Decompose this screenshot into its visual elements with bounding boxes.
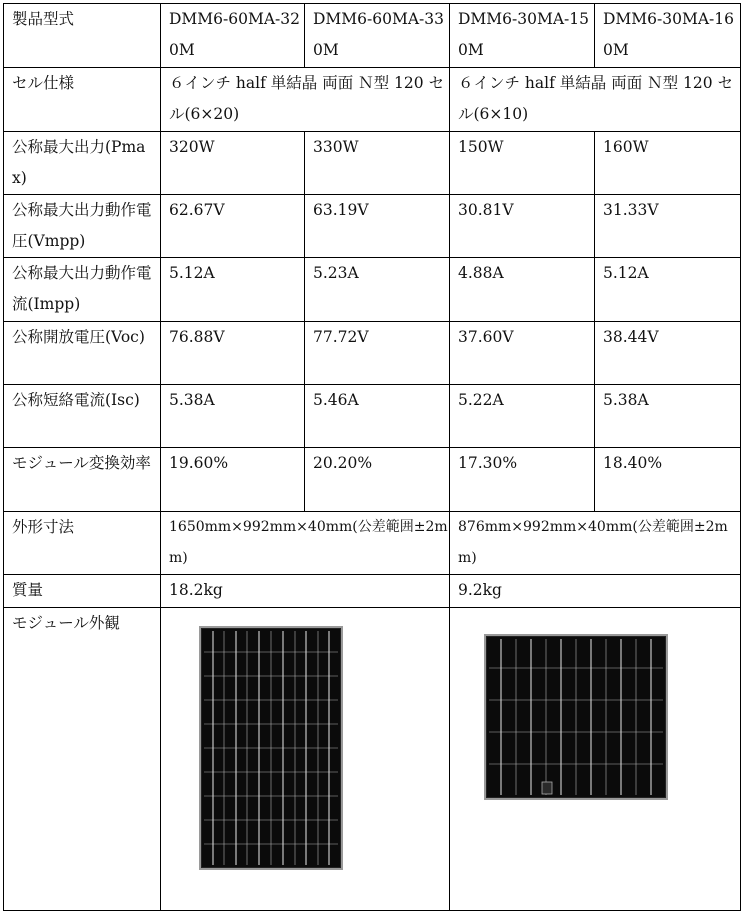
table-cell: 62.67V — [161, 195, 305, 258]
table-row — [4, 258, 741, 322]
table-cell: 19.60% — [161, 448, 305, 512]
table-cell: 320W — [161, 132, 305, 195]
cell-spec-row — [4, 68, 741, 132]
dimensions-group2: 876mm×992mm×40mm(公差範囲±2mm) — [450, 512, 741, 575]
model-name: DMM6-30MA-150M — [450, 4, 595, 68]
table-cell: 76.88V — [161, 322, 305, 385]
table-cell: 5.38A — [595, 385, 741, 448]
appearance-row — [4, 608, 741, 911]
table-row — [4, 322, 741, 385]
table-cell: 30.81V — [450, 195, 595, 258]
panel-image-cell — [161, 608, 450, 911]
table-row — [4, 195, 741, 258]
model-name: DMM6-30MA-160M — [595, 4, 741, 68]
table-cell: 5.38A — [161, 385, 305, 448]
model-name: DMM6-60MA-320M — [161, 4, 305, 68]
row-label: 公称最大出力動作電流(Impp) — [4, 258, 161, 322]
row-label: モジュール変換効率 — [4, 448, 161, 512]
table-cell: 5.23A — [305, 258, 450, 322]
row-label: 質量 — [4, 575, 161, 608]
table-row — [4, 448, 741, 512]
row-label: 公称開放電圧(Voc) — [4, 322, 161, 385]
table-cell: 160W — [595, 132, 741, 195]
spec-table — [3, 3, 741, 911]
table-cell: 38.44V — [595, 322, 741, 385]
table-cell: 77.72V — [305, 322, 450, 385]
table-row — [4, 385, 741, 448]
model-name: DMM6-60MA-330M — [305, 4, 450, 68]
cell-spec-group2: ６インチ half 単結晶 両面 Ｎ型 120 セル(6×10) — [450, 68, 741, 132]
mass-row — [4, 575, 741, 608]
solar-panel-image-large — [199, 626, 343, 870]
mass-group1: 18.2kg — [161, 575, 450, 608]
table-cell: 4.88A — [450, 258, 595, 322]
row-label: 公称最大出力(Pmax) — [4, 132, 161, 195]
dimensions-row — [4, 512, 741, 575]
table-cell: 31.33V — [595, 195, 741, 258]
dimensions-group1: 1650mm×992mm×40mm(公差範囲±2mm) — [161, 512, 450, 575]
row-label: モジュール外観 — [4, 608, 161, 911]
panel-image-cell — [450, 608, 741, 911]
table-cell: 20.20% — [305, 448, 450, 512]
table-cell: 37.60V — [450, 322, 595, 385]
row-label: 外形寸法 — [4, 512, 161, 575]
row-label: セル仕様 — [4, 68, 161, 132]
table-cell: 63.19V — [305, 195, 450, 258]
table-cell: 330W — [305, 132, 450, 195]
table-cell: 5.22A — [450, 385, 595, 448]
mass-group2: 9.2kg — [450, 575, 741, 608]
table-cell: 17.30% — [450, 448, 595, 512]
header-row — [4, 4, 741, 68]
solar-panel-grid — [201, 628, 341, 868]
solar-panel-image-small — [484, 634, 668, 800]
table-cell: 5.12A — [161, 258, 305, 322]
table-cell: 5.12A — [595, 258, 741, 322]
table-cell: 18.40% — [595, 448, 741, 512]
solar-panel-grid — [486, 636, 666, 798]
table-row — [4, 132, 741, 195]
table-cell: 150W — [450, 132, 595, 195]
header-label: 製品型式 — [4, 4, 161, 68]
row-label: 公称最大出力動作電圧(Vmpp) — [4, 195, 161, 258]
cell-spec-group1: ６インチ half 単結晶 両面 Ｎ型 120 セル(6×20) — [161, 68, 450, 132]
table-cell: 5.46A — [305, 385, 450, 448]
row-label: 公称短絡電流(Isc) — [4, 385, 161, 448]
